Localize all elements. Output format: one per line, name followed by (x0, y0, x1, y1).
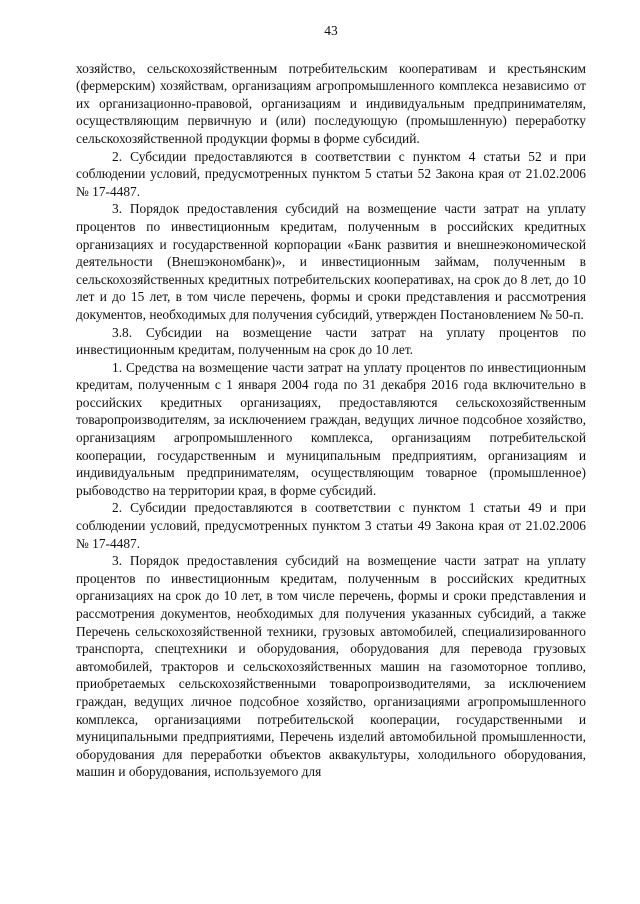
section-heading-3-8: 3.8. Субсидии на возмещение части затрат на уплату процентов по инвестиционным кредитам, полученным на срок до 10 лет. (76, 324, 586, 358)
paragraph-continuation: хозяйство, сельскохозяйственным потребительским кооперативам и крестьянским (фермерским) хозяйствам, организациям агропромышленного комплекса независимо от их организационно-правовой, организациям и индивидуальным предпринимателям, осуществляющим первичную и (или) последующую (промышленную) переработку сельскохозяйственной продукции формы в форме субсидий. (76, 60, 586, 146)
document-page (76, 22, 586, 781)
paragraph-procedure-postanovlenie-50p: 3. Порядок предоставления субсидий на возмещение части затрат на уплату процентов по инвестиционным кредитам, полученным в российских кредитных организациях и государственной корпорации «Банк развития и внешнеэкономической деятельности (Внешэкономбанк)», и инвестиционным займам, полученным в сельскохозяйственных кредитных потребительских кооперативах, на срок до 8 лет, до 10 лет и до 15 лет, в том числе перечень, формы и сроки представления и рассмотрения документов, необходимых для получения субсидий, утвержден Постановлением № 50-п. (76, 201, 586, 322)
paragraph-funds-recipients: 1. Средства на возмещение части затрат на уплату процентов по инвестиционным кредитам, полученным с 1 января 2004 года по 31 декабря 2016 года включительно в российских кредитных организациях, предоставляются сельскохозяйственным товаропроизводителям, за исключением граждан, ведущих личное подсобное хозяйство, организациям агропромышленного комплекса, организациям потребительской кооперации, государственным и муниципальным предприятиям, организациям и индивидуальным предпринимателям, осуществляющим товарное (промышленное) рыбоводство на территории края, в форме субсидий. (76, 359, 586, 498)
paragraph-subsidies-legal-basis-52: 2. Субсидии предоставляются в соответствии с пунктом 4 статьи 52 и при соблюдении условий, предусмотренных пунктом 5 статьи 52 Закона края от 21.02.2006 № 17-4487. (76, 148, 586, 199)
paragraph-subsidies-legal-basis-49: 2. Субсидии предоставляются в соответствии с пунктом 1 статьи 49 и при соблюдении условий, предусмотренных пунктом 3 статьи 49 Закона края от 21.02.2006 № 17-4487. (76, 500, 586, 551)
page-number: 43 (324, 23, 338, 38)
paragraph-procedure-lists: 3. Порядок предоставления субсидий на возмещение части затрат на уплату процентов по инвестиционным кредитам, полученным в российских кредитных организациях на срок до 10 лет, в том числе перечень, формы и сроки представления и рассмотрения документов, необходимых для получения указанных субсидий, а также Перечень сельскохозяйственной техники, грузовых автомобилей, специализированного транспорта, спецтехники и оборудования, оборудования для перевода грузовых автомобилей, тракторов и сельскохозяйственных машин на газомоторное топливо, приобретаемых сельскохозяйственными товаропроизводителями, за исключением граждан, ведущих личное подсобное хозяйство, организациями агропромышленного комплекса, организациями потребительской кооперации, государственными и муниципальными предприятиями, Перечень изделий автомобильной промышленности, оборудования для переработки объектов аквакультуры, холодильного оборудования, машин и оборудования, используемого для (76, 553, 586, 780)
